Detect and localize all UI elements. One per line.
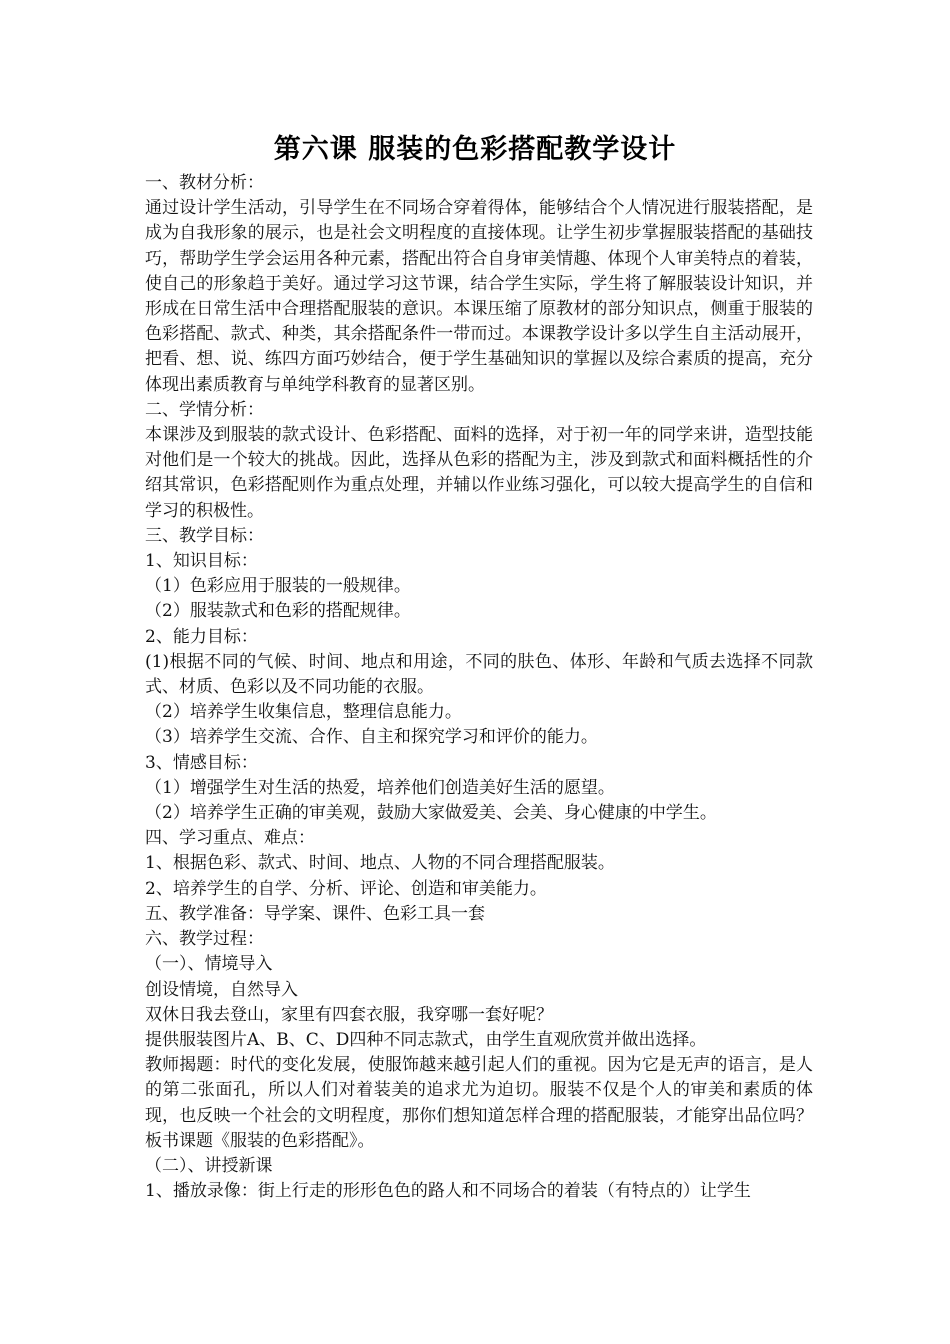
paragraph: 本课涉及到服装的款式设计、色彩搭配、面料的选择，对于初一年的同学来讲，造型技能对他们是一个较大的挑战。因此，选择从色彩的搭配为主，涉及到款式和面料概括性的介绍其常识，色彩搭配则作为重点处理，并辅以作业练习强化，可以较大提高学生的自信和学习的积极性。: [145, 425, 813, 521]
paragraph: 通过设计学生活动，引导学生在不同场合穿着得体，能够结合个人情况进行服装搭配，是成为自我形象的展示，也是社会文明程度的直接体现。让学生初步掌握服装搭配的基础技巧，帮助学生学会运用各种元素，搭配出符合自身审美情趣、体现个人审美特点的着装，使自己的形象趋于美好。通过学习这节课，结合学生实际，学生将了解服装设计知识，并形成在日常生活中合理搭配服装的意识。本课压缩了原教材的部分知识点，侧重于服装的色彩搭配、款式、种类，其余搭配条件一带而过。本课教学设计多以学生自主活动展开，把看、想、说、练四方面巧妙结合，便于学生基础知识的掌握以及综合素质的提高，充分体现出素质教育与单纯学科教育的显著区别。: [145, 198, 813, 395]
subheading: 3、情感目标：: [145, 752, 258, 773]
list-item: （1）色彩应用于服装的一般规律。: [145, 576, 411, 597]
paragraph: 创设情境，自然导入: [145, 979, 298, 1000]
list-item: （2）培养学生收集信息，整理信息能力。: [145, 702, 462, 723]
list-item: 2、培养学生的自学、分析、评论、创造和审美能力。: [145, 878, 547, 899]
document-body: [145, 171, 813, 1204]
paragraph: 1、播放录像：街上行走的形形色色的路人和不同场合的着装（有特点的）让学生: [145, 1181, 751, 1202]
subheading: （二）、讲授新课: [145, 1155, 273, 1176]
section-heading: 一、教材分析：: [145, 173, 264, 193]
list-item: （2）培养学生正确的审美观，鼓励大家做爱美、会美、身心健康的中学生。: [145, 803, 717, 824]
list-item: (1)根据不同的气候、时间、地点和用途，不同的肤色、体形、年龄和气质去选择不同款式、材质、色彩以及不同功能的衣服。: [145, 651, 813, 698]
section-heading: 三、教学目标：: [145, 525, 264, 546]
section-heading: 六、教学过程：: [145, 929, 264, 950]
subheading: 2、能力目标：: [145, 626, 258, 647]
section-heading: 二、学情分析：: [145, 399, 264, 420]
list-item: 1、根据色彩、款式、时间、地点、人物的不同合理搭配服装。: [145, 853, 615, 874]
paragraph: 提供服装图片A、B、C、D四种不同志款式，由学生直观欣赏并做出选择。: [145, 1029, 707, 1050]
subheading: （一）、情境导入: [145, 954, 273, 975]
list-item: （2）服装款式和色彩的搭配规律。: [145, 601, 411, 622]
paragraph: 教师揭题：时代的变化发展，使服饰越来越引起人们的重视。因为它是无声的语言，是人的第二张面孔，所以人们对着装美的追求尤为迫切。服装不仅是个人的审美和素质的体现，也反映一个社会的文明程度，那你们想知道怎样合理的搭配服装，才能穿出品位吗？板书课题《服装的色彩搭配》。: [145, 1055, 813, 1151]
paragraph: 双休日我去登山，家里有四套衣服，我穿哪一套好呢？: [145, 1004, 553, 1025]
list-item: （1）增强学生对生活的热爱，培养他们创造美好生活的愿望。: [145, 777, 615, 798]
list-item: （3）培养学生交流、合作、自主和探究学习和评价的能力。: [145, 727, 598, 748]
subheading: 1、知识目标：: [145, 551, 258, 572]
section-heading: 五、教学准备：导学案、课件、色彩工具一套: [145, 903, 485, 924]
section-heading: 四、学习重点、难点：: [145, 828, 315, 849]
document-title: 第六课 服装的色彩搭配教学设计: [273, 134, 677, 165]
